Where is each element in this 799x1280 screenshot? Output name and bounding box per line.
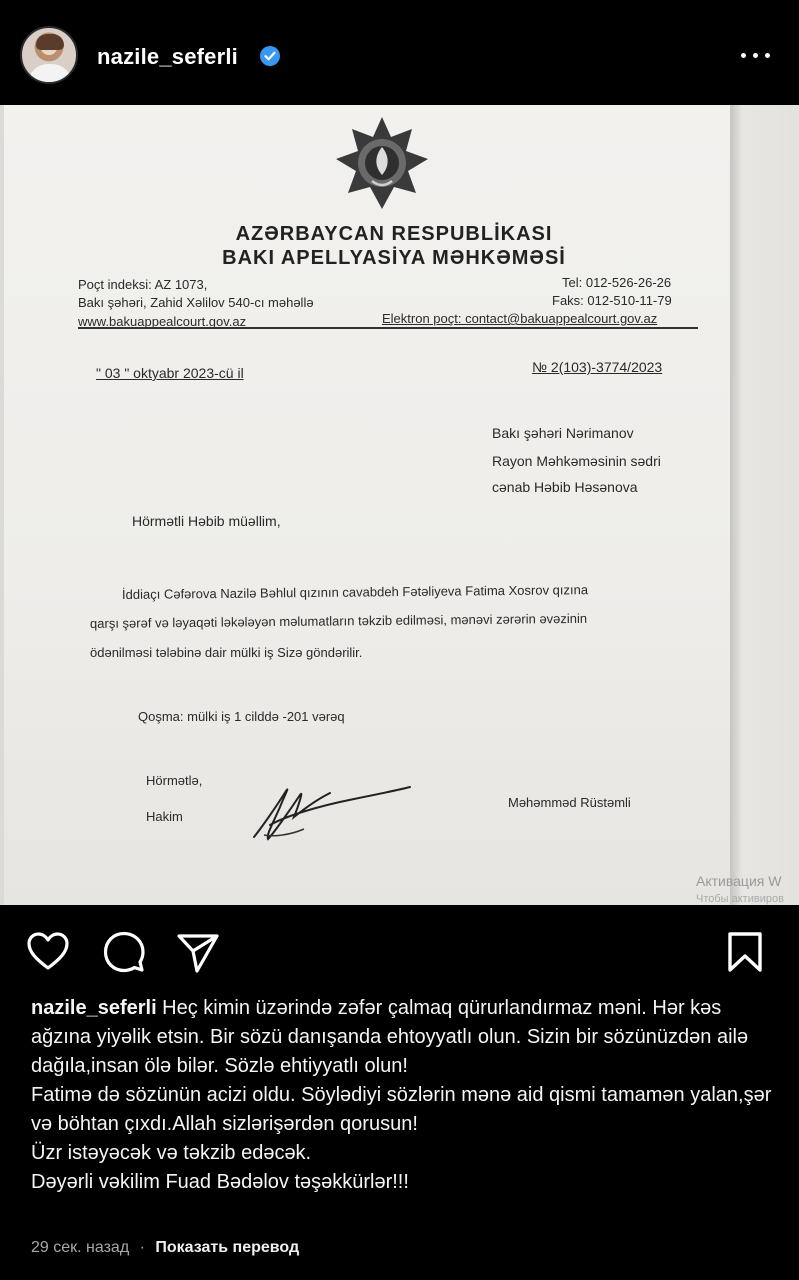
- azerbaijan-emblem-icon: [334, 115, 430, 211]
- letter-greeting: Hörmətli Həbib müəllim,: [132, 513, 281, 529]
- verified-badge-icon: [260, 46, 280, 66]
- court-title-line1: AZƏRBAYCAN RESPUBLİKASI: [235, 223, 553, 245]
- activation-watermark-sub: Чтобы активиров: [696, 893, 784, 905]
- letter-body-line3: ödənilməsi tələbinə dair mülki iş Sizə göndərilir.: [90, 645, 363, 660]
- activation-watermark: Активация W: [696, 873, 782, 889]
- header-divider: [78, 327, 698, 329]
- letter-body-line1: İddiaçı Cəfərova Nazilə Bəhlul qızının cavabdeh Fətəliyeva Fatima Xosrov qızına: [121, 582, 589, 602]
- postal-code: Poçt indeksi: AZ 1073,: [78, 277, 208, 292]
- action-bar: [0, 905, 799, 995]
- avatar-shirt: [28, 64, 72, 84]
- caption-paragraph-1: [31, 994, 776, 1081]
- caption-paragraph-2: Fatimə də sözünün acizi oldu. Söylədiyi sözlərin mənə aid qismi tamamən yalan,şər və böhtan çıxdı.Allah sizlərişərdən qorusun!: [31, 1084, 772, 1135]
- show-translation-link[interactable]: Показать перевод: [155, 1239, 300, 1256]
- court-letter: [4, 105, 730, 905]
- letter-date: " 03 " oktyabr 2023-cü il: [96, 365, 244, 381]
- court-website: www.bakuappealcourt.gov.az: [78, 314, 247, 329]
- recipient-line2: Rayon Məhkəməsinin sədri: [492, 453, 661, 469]
- letter-regards: Hörmətlə,: [146, 773, 203, 788]
- post-image[interactable]: [0, 105, 799, 905]
- caption-paragraph-3: Üzr istəyəcək və təkzib edəcək.: [31, 1142, 312, 1164]
- signature-icon: [244, 777, 419, 847]
- caption-username[interactable]: nazile_seferli: [31, 997, 157, 1019]
- letter-number: № 2(103)-3774/2023: [532, 359, 663, 375]
- letter-position: Hakim: [146, 809, 183, 824]
- recipient-line1: Bakı şəhəri Nərimanov: [492, 425, 634, 441]
- more-options-icon[interactable]: [739, 44, 773, 66]
- post-header: [0, 0, 799, 105]
- letter-body-line2: qarşı şərəf və ləyaqəti ləkələyən məlumatların təkzib edilməsi, mənəvi zərərin əvəzinin: [89, 610, 588, 631]
- post-footer: [31, 1239, 299, 1257]
- like-heart-icon[interactable]: [26, 931, 70, 971]
- court-tel: Tel: 012-526-26-26: [562, 275, 672, 290]
- court-title-line2: BAKI APELLYASİYA MƏHKƏMƏSİ: [222, 247, 566, 269]
- recipient-line3: cənab Həbib Həsənova: [492, 479, 638, 495]
- post-caption: [31, 994, 776, 1197]
- caption-paragraph-4: Dəyərli vəkilim Fuad Bədəlov təşəkkürlər!!!: [31, 1171, 409, 1193]
- court-address: Bakı şəhəri, Zahid Xəlilov 540-cı məhəllə: [78, 295, 314, 310]
- letter-attachment: Qoşma: mülki iş 1 cilddə -201 vərəq: [138, 709, 345, 724]
- avatar-hair: [36, 34, 64, 50]
- comment-bubble-icon[interactable]: [103, 931, 145, 973]
- avatar[interactable]: [20, 26, 78, 84]
- caption-text-1: Heç kimin üzərində zəfər çalmaq qürurlandırmaz məni. Hər kəs ağzına yiyəlik etsin. Bir sözü danışanda ehtoyyatlı olun. Sizin bir sözünüzdən ailə dağıla,insan ölə bilər. Sözlə ehtiyyatlı olun!: [31, 997, 749, 1077]
- court-fax: Faks: 012-510-11-79: [552, 293, 672, 308]
- court-email: Elektron poçt: contact@bakuappealcourt.gov.az: [382, 311, 658, 326]
- footer-separator: ·: [139, 1239, 145, 1256]
- share-send-icon[interactable]: [177, 933, 219, 973]
- judge-name: Məhəmməd Rüstəmli: [508, 795, 631, 810]
- post-username[interactable]: nazile_seferli: [97, 44, 238, 69]
- post-time: 29 сек. назад: [31, 1239, 130, 1256]
- bookmark-save-icon[interactable]: [727, 931, 763, 973]
